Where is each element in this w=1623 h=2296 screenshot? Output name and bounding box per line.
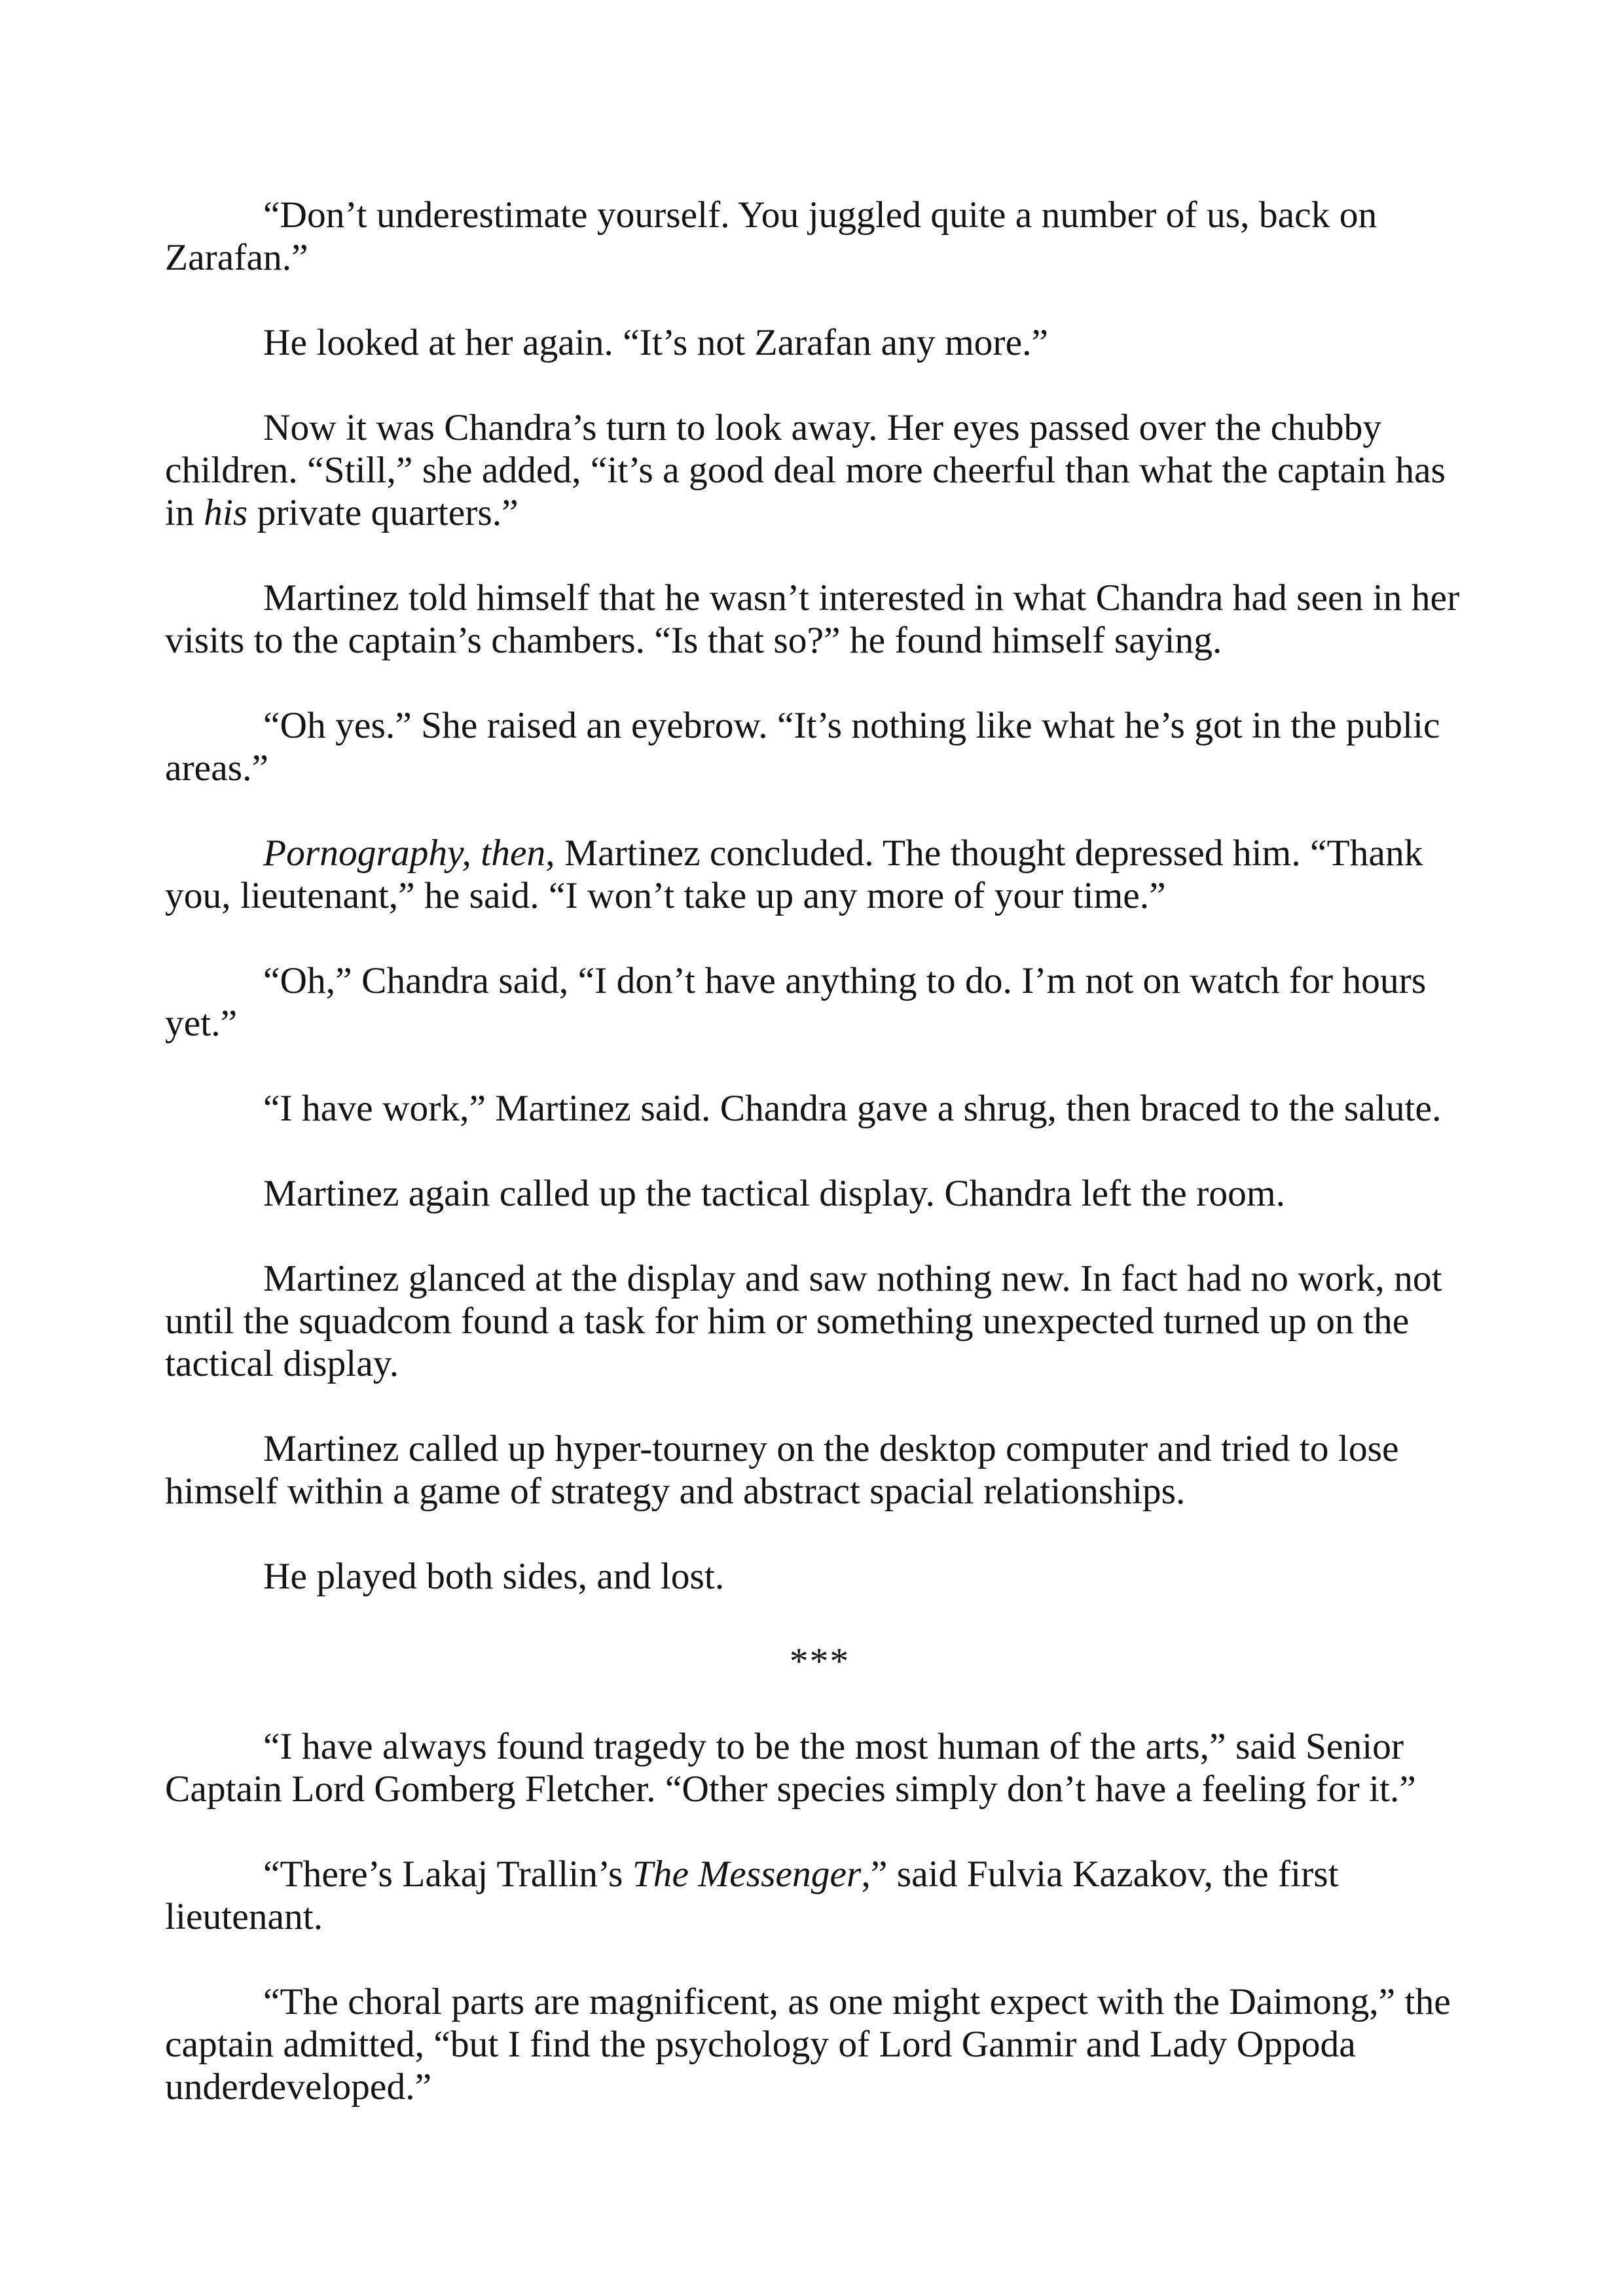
- text-run: Now it was Chandra’s turn to look away. Her eyes passed over the chubby children. “Still,” she added, “it’s a good deal more cheerful than what the captain has in: [165, 407, 1446, 533]
- italic-run: The Messenger: [632, 1854, 862, 1895]
- body-paragraph: “Don’t underestimate yourself. You juggled quite a number of us, back on Zarafan.”: [165, 194, 1377, 278]
- body-paragraph: He looked at her again. “It’s not Zarafan any more.”: [263, 322, 1048, 363]
- body-paragraph: He played both sides, and lost.: [263, 1556, 725, 1597]
- body-paragraph: “The choral parts are magnificent, as one might expect with the Daimong,” the captain admitted, “but I find the psychology of Lord Ganmir and Lady Oppoda underdeveloped.”: [165, 1981, 1451, 2108]
- body-paragraph: [165, 1853, 1474, 1938]
- body-paragraph: “Oh yes.” She raised an eyebrow. “It’s nothing like what he’s got in the public areas.”: [165, 705, 1440, 789]
- body-paragraph: Martinez again called up the tactical display. Chandra left the room.: [263, 1173, 1285, 1214]
- body-paragraph: Martinez called up hyper-tourney on the desktop computer and tried to lose himself within a game of strategy and abstract spacial relationships.: [165, 1428, 1399, 1512]
- document-page: [165, 194, 1474, 2108]
- italic-run: Pornography, then: [263, 833, 546, 874]
- body-paragraph: Martinez told himself that he wasn’t interested in what Chandra had seen in her visits to the captain’s chambers. “Is that so?” he found himself saying.: [165, 577, 1460, 661]
- body-paragraph: “I have always found tragedy to be the most human of the arts,” said Senior Captain Lord Gomberg Fletcher. “Other species simply don’t have a feeling for it.”: [165, 1726, 1416, 1810]
- body-paragraph: Martinez glanced at the display and saw nothing new. In fact had no work, not until the squadcom found a task for him or something unexpected turned up on the tactical display.: [165, 1258, 1442, 1384]
- italic-run: his: [204, 492, 248, 533]
- text-run: private quarters.”: [247, 492, 519, 533]
- body-paragraph: “Oh,” Chandra said, “I don’t have anything to do. I’m not on watch for hours yet.”: [165, 960, 1427, 1044]
- body-paragraph: “I have work,” Martinez said. Chandra gave a shrug, then braced to the salute.: [263, 1088, 1442, 1129]
- text-run: “There’s Lakaj Trallin’s: [263, 1854, 632, 1895]
- body-paragraph: [165, 406, 1474, 534]
- text-run: ,” said Fulvia Kazakov, the first lieutenant.: [165, 1854, 1339, 1937]
- text-run: , Martinez concluded. The thought depressed him. “Thank you, lieutenant,” he said. “I won’t take up any more of your time.”: [165, 833, 1423, 916]
- body-paragraph: [165, 832, 1474, 917]
- section-separator: ***: [789, 1641, 850, 1682]
